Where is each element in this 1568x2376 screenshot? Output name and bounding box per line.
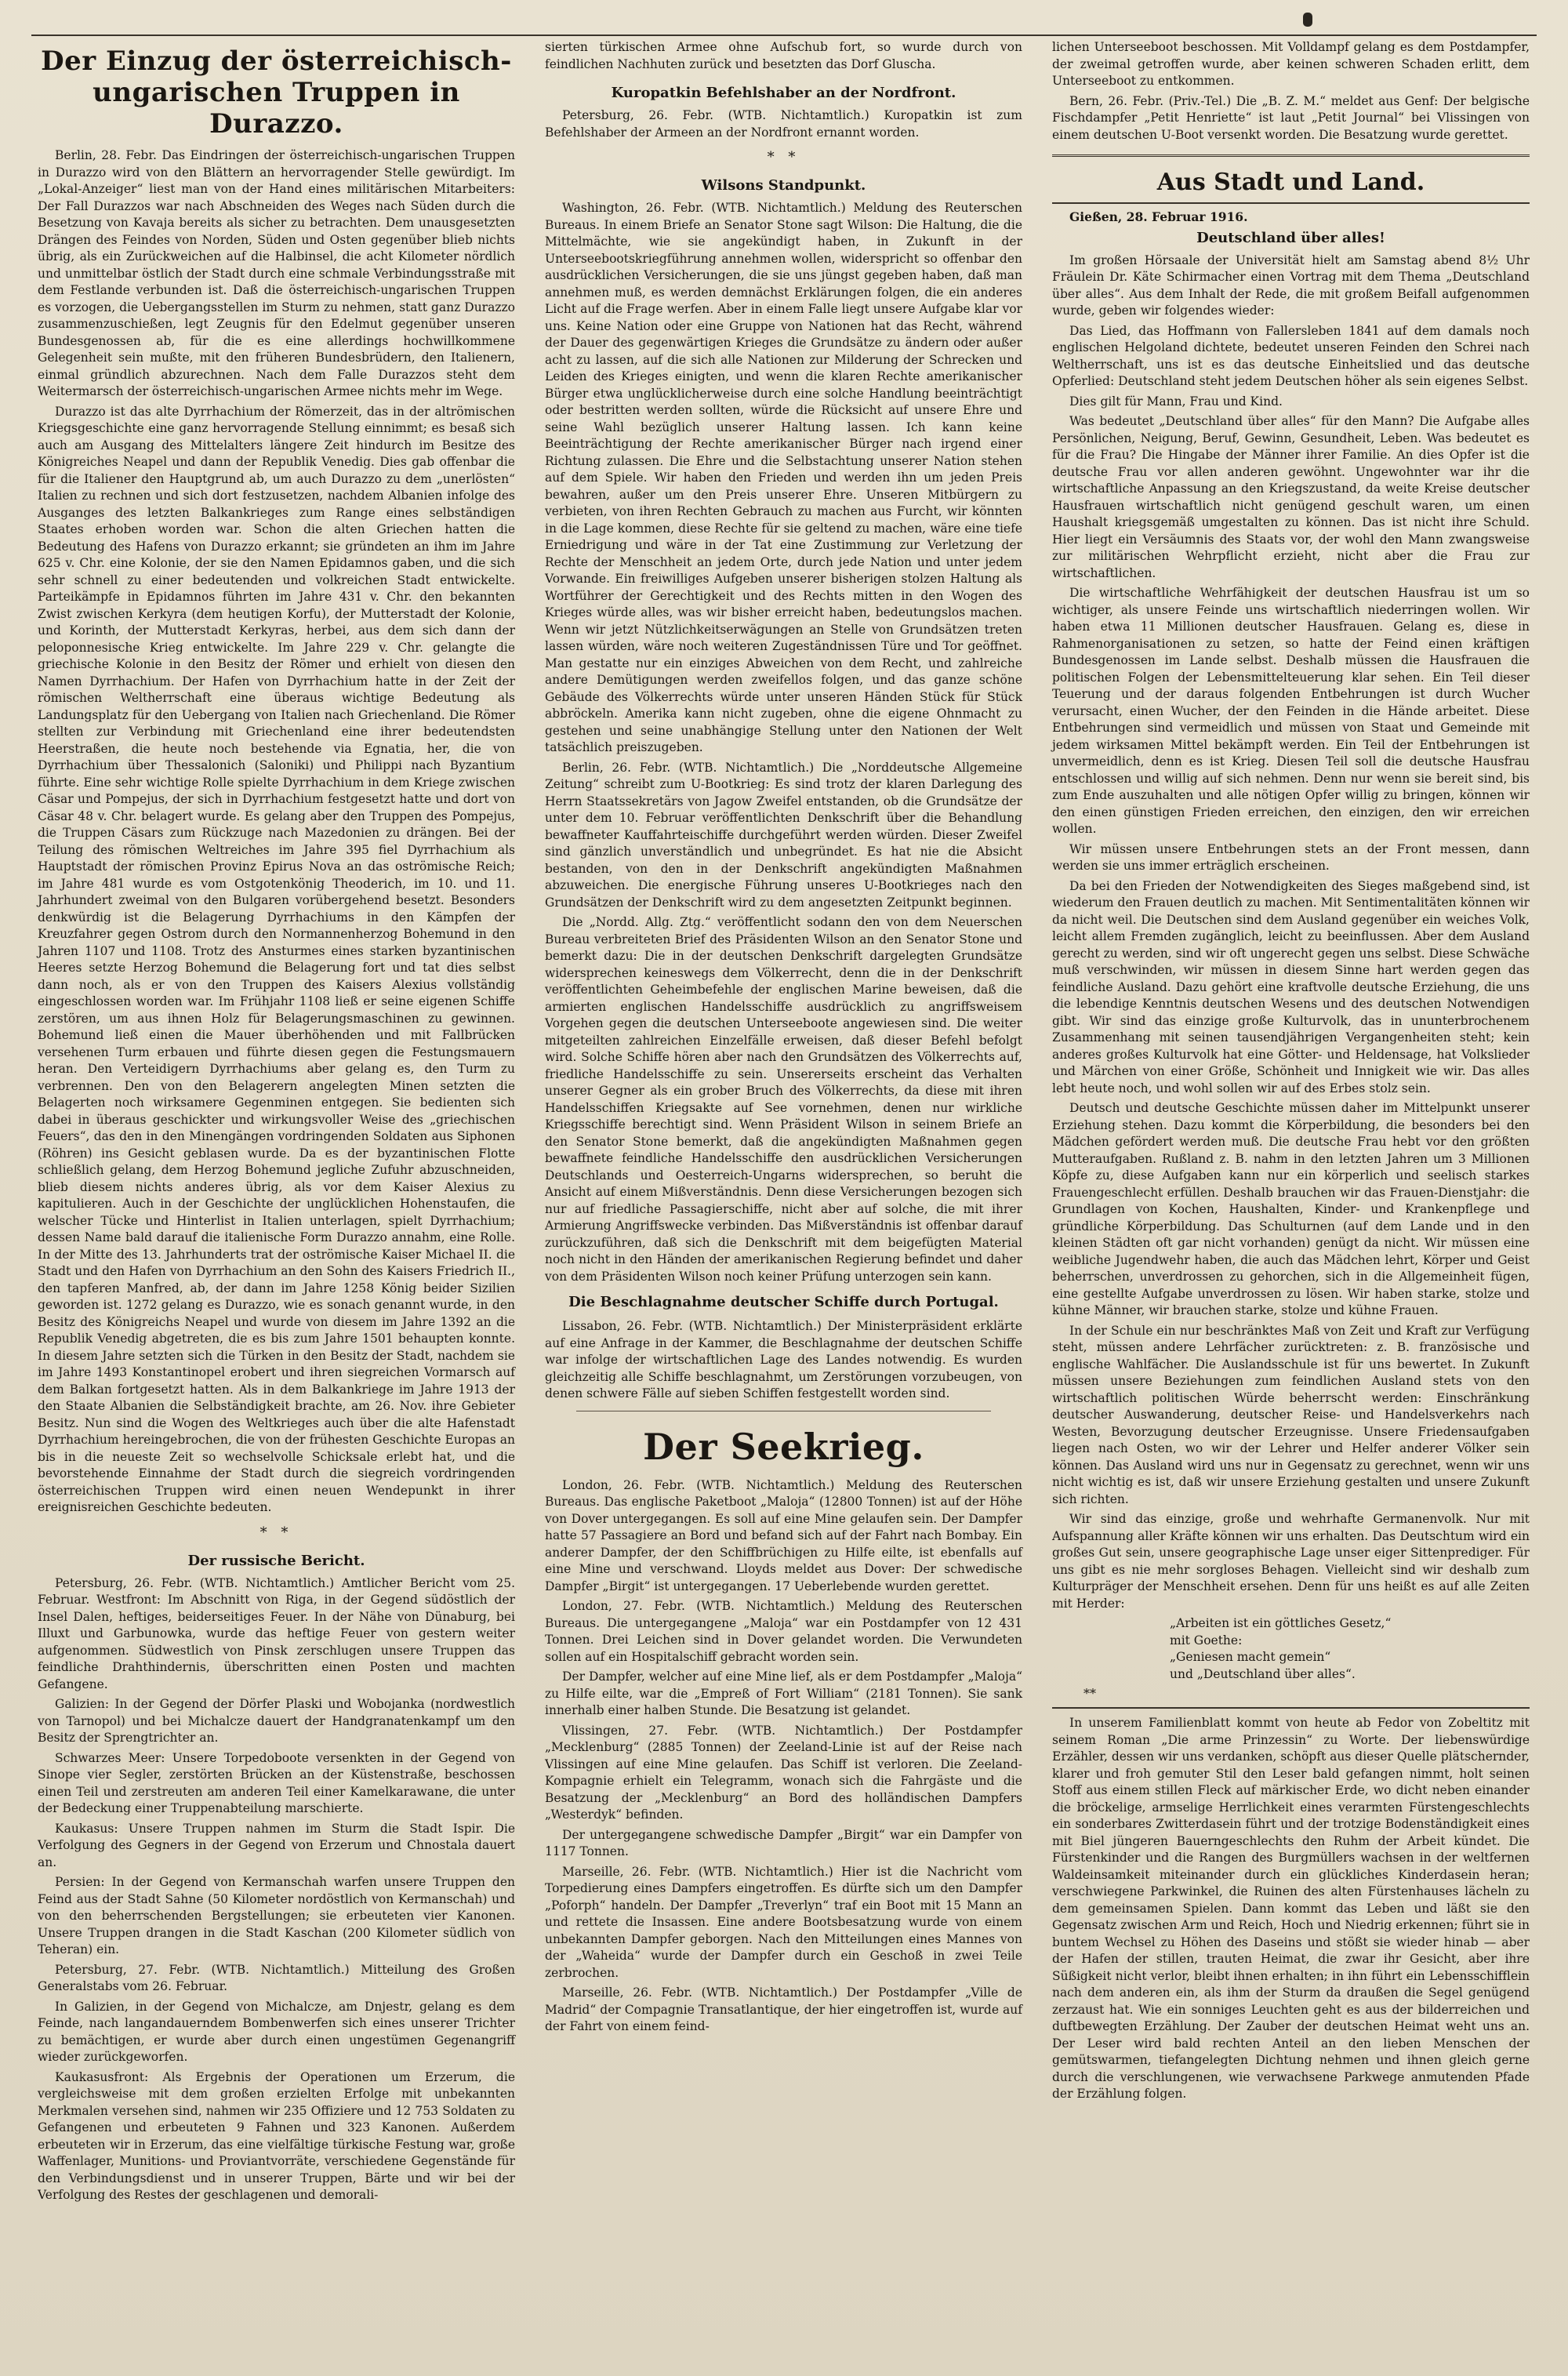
paragraph: Petersburg, 27. Febr. (WTB. Nichtamtlich.) Mitteilung des Großen Generalstabs vom 26. Februar. [38, 1962, 515, 1993]
article-title-durazzo: Der Einzug der österreichisch-ungarischen Truppen in Durazzo. [41, 45, 512, 140]
paragraph: Da bei den Frieden der Notwendigkeiten des Sieges maßgebend sind, ist wiederum den Frauen deutlich zu machen. Mit Sentimentalitäten können wir da nicht weil. Die Deutschen sind dem Ausland gegenüber ein weiches Volk, leicht allem Fremden zugänglich, leicht zu beeinflussen. Aber dem Ausland gerecht zu werden, sind wir oft ungerecht gegen uns selbst. Diese Schwäche muß verschwinden, wir müssen in diesem Sinne hart werden gegen das feindliche Ausland. Dazu gehört eine kraftvolle deutsche Erziehung, die uns die lebendige Kenntnis deutschen Wesens und des deutschen Notwendigen gibt. Wir sind das einzige große Kulturvolk, das in ununterbrochenem Zusammenhang mit seinen tausendjährigen Vergangenheiten steht; kein anderes großes Kulturvolk hat eine Götter- und Heldensage, hat Volkslieder und Märchen von einer Größe, Schönheit und Innigkeit wie wir. Das alles lebt heute noch, und wohl sollen wir auf des Erbes stolz sein. [1052, 878, 1530, 1095]
headline-portugal-seizure: Die Beschlagnahme deutscher Schiffe durch Portugal. [568, 1294, 999, 1310]
headline-wilson: Wilsons Standpunkt. [701, 177, 866, 194]
paragraph: Das Lied, das Hoffmann von Fallersleben 1841 auf dem damals noch englischen Helgoland dichtete, bedeutet unseren Feinden den Schrei nach Weltherrschaft, uns ist es das deutsche Einheitslied und das deutsche Opferlied: Deutschland steht jedem Deutschen höher als sein eigenes Selbst. [1052, 323, 1530, 388]
paragraph: Die „Nordd. Allg. Ztg.“ veröffentlicht sodann den von dem Neuerschen Bureau verbreiteten Brief des Präsidenten Wilson an den Senator Stone und bemerkt dazu: Die in der deutschen Denkschrift dargelegten Grundsätze widersprechen keineswegs dem Völkerrecht, denn die in der Denkschrift veröffentlichten Geheimbefehle der englischen Marine beweisen, daß die armierten englischen Handelsschiffe ausdrücklich zu angriffsweisem Vorgehen gegen die deutschen Unterseeboote angewiesen sind. Die weiter mitgeteilten zahlreichen Einzelfälle erweisen, daß dieser Befehl befolgt wird. Solche Schiffe hören aber nach den Grundsätzen des Völkerrechts auf, friedliche Handelsschiffe zu sein. Unsererseits erscheint das Verhalten unserer Gegner als ein grober Bruch des Völkerrechts, da diese mit ihren Handelsschiffen Kriegsakte auf See vornehmen, denen nur wirkliche Kriegsschiffe berechtigt sind. Wenn Präsident Wilson in seinem Briefe an den Senator Stone bemerkt, daß die angekündigten Maßnahmen gegen bewaffnete feindliche Handelsschiffe den ausdrücklichen Versicherungen Deutschlands und Oesterreich-Ungarns widersprechen, so beruht die Ansicht auf einem Mißverständnis. Denn diese Versicherungen bezogen sich nur auf friedliche Passagierschiffe, nicht aber auf solche, die mit ihrer Armierung Angriffswecke verbinden. Das Mißverständnis ist offenbar darauf zurückzuführen, daß sich die Denkschrift mit dem beigefügten Material noch nicht in den Händen der amerikanischen Regierung befindet und daher von dem Präsidenten Wilson noch keiner Prüfung unterzogen sein kann. [545, 915, 1022, 1284]
paragraph: Was bedeutet „Deutschland über alles“ für den Mann? Die Aufgabe alles Persönlichen, Neigung, Beruf, Gewinn, Gesundheit, Leben. Was bedeutet es für die Frau? Die Hingabe der Männer ihrer Familie. An dies Opfer ist die deutsche Frau vor allen anderen gewöhnt. Ungewohnter war ihr die wirtschaftliche Anpassung an den Kriegszustand, da weite Kreise deutscher Hausfrauen wirtschaftlich nicht genügend geschult waren, um einen Haushalt kriegsgemäß umgestalten zu können. Das ist nicht ihre Schuld. Hier liegt ein Versäumnis des Staats vor, der wohl den Mann zwangsweise zur militärischen Wehrpflicht erzieht, nicht aber die Frau zur wirtschaftlichen. [1052, 414, 1530, 580]
paragraph: Wir müssen unsere Entbehrungen stets an der Front messen, dann werden sie uns immer erträglich erscheinen. [1052, 841, 1530, 873]
paragraph: In Galizien, in der Gegend von Michalcze, am Dnjestr, gelang es dem Feinde, nach langandauerndem Bombenwerfen sich eines unserer Trichter zu bemächtigen, er wurde aber durch einen ungestümen Gegenangriff wieder zurückgeworfen. [38, 1999, 515, 2064]
column-1 [31, 39, 521, 2360]
poem-end-mark: ** [1083, 1686, 1096, 1701]
paragraph: Persien: In der Gegend von Kermanschah warfen unsere Truppen den Feind aus der Stadt Sahne (50 Kilometer nordöstlich von Kermanschah) und von den beherrschenden Bergstellungen; sie erbeuteten vier Kanonen. Unsere Truppen drangen in die Stadt Kaschan (200 Kilometer südlich von Teheran) ein. [38, 1875, 515, 1956]
article-body-kuropatkin: Petersburg, 26. Febr. (WTB. Nichtamtlich.) Kuropatkin ist zum Befehlshaber der Armeen an der Nordfront ernannt worden. [545, 108, 1022, 140]
article-body-portugal: Lissabon, 26. Febr. (WTB. Nichtamtlich.) Der Ministerpräsident erklärte auf eine Anfrage in der Kammer, die Beschlagnahme der deutschen Schiffe war infolge der wirtschaftlichen Lage des Landes notwendig. Es wurden gleichzeitig alle Schiffe beschlagnahmt, um Zerstörungen vorzubeugen, von denen schwere Fälle auf sieben Schiffen festgestellt worden sind. [545, 1319, 1022, 1401]
top-rule [31, 35, 1537, 36]
article-body-durazzo [38, 147, 515, 1517]
paragraph: Durazzo ist das alte Dyrrhachium der Römerzeit, das in der altrömischen Kriegsgeschichte eine ganz hervorragende Stellung einnimmt; es besaß sich auch am Ausgang des Mittelalters längere Zeit hindurch im Besitze des Königreiches Neapel und dann der Republik Venedig. Dies gab offenbar die für die Italiener den Hauptgrund ab, um auch Durazzo zu dem „unerlösten“ Italien zu rechnen und sich dort festzusetzen, nachdem Albanien infolge des Ausganges des letzten Balkankrieges zum Range eines selbständigen Staates erhoben worden war. Schon die alten Griechen hatten die Bedeutung des Hafens von Durazzo erkannt; sie gründeten an ihm im Jahre 625 v. Chr. eine Kolonie, der sie den Namen Epidamnos gaben, und die sich sehr schnell zu einer bedeutenden und volkreichen Stadt entwickelte. Parteikämpfe in Epidamnos führten im Jahre 431 v. Chr. den bekannten Zwist zwischen Kerkyra (dem heutigen Korfu), der Mutterstadt der Kolonie, und Korinth, der Mutterstadt Kerkyras, herbei, aus dem sich dann der peloponnesische Krieg entwickelte. Im Jahre 229 v. Chr. gelangte die griechische Kolonie in den Besitz der Römer und erhielt von diesen den Namen Dyrrhachium. Der Hafen von Dyrrhachium hatte in der Zeit der römischen Weltherrschaft eine überaus wichtige Bedeutung als Landungsplatz für den Uebergang von Italien nach Griechenland. Die Römer stellten zur Verbindung mit Griechenland eine ihrer bedeutendsten Heerstraßen, die heute noch bestehende via Egnatia, her, die von Dyrrhachium über Thessalonich (Saloniki) und Philippi nach Byzantium führte. Eine sehr wichtige Rolle spielte Dyrrhachium in dem Kriege zwischen Cäsar und Pompejus, der sich in Dyrrhachium festgesetzt hatte und dort von Cäsar 48 v. Chr. belagert wurde. Es gelang aber den Truppen des Pompejus, die Truppen Cäsars zum Rückzuge nach Mazedonien zu drängen. Bei der Teilung des römischen Weltreiches im Jahre 395 fiel Dyrrhachium als Hauptstadt der römischen Provinz Epirus Nova an das oströmische Reich; im Jahre 481 wurde es vom Ostgotenkönig Theoderich, im 10. und 11. Jahrhundert zweimal von den Bulgaren vorübergehend besetzt. Besonders denkwürdig ist die Belagerung Dyrrhachiums in den Kämpfen der Kreuzfahrer gegen Ostrom durch den Normannenherzog Bohemund in den Jahren 1107 und 1108. Trotz des Ansturmes eines starken byzantinischen Heeres setzte Herzog Bohemund die Belagerung fort und tat dies selbst dann noch, als er von den Truppen des Kaisers Alexius vollständig eingeschlossen worden war. Im Frühjahr 1108 ließ er seine eigenen Schiffe zerstören, um aus ihnen Holz für Belagerungsmaschinen zu gewinnen. Bohemund ließ einen die Mauer überhöhenden und mit Fallbrücken versehenen Turm erbauen und führte diesen gegen die Festungsmauern heran. Den Verteidigern Dyrrhachiums aber gelang es, den Turm zu verbrennen. Den von den Belagerern angelegten Minen setzten die Belagerten noch wirksamere Gegenminen entgegen. Sie bedienten sich dabei in überaus geschickter und wirkungsvoller Weise des „griechischen Feuers“, das den in den Minengängen vordringenden Soldaten aus Siphonen (Röhren) ins Gesicht geblasen wurde. Da es der byzantinischen Flotte schließlich gelang, dem Herzog Bohemund jegliche Zufuhr abzuschneiden, blieb diesem nichts anderes übrig, als vor dem Kaiser Alexius zu kapitulieren. Auch in der Geschichte der unglücklichen Hohenstaufen, die welscher Tücke und Hinterlist in Italien unterlagen, spielt Dyrrhachium; dessen Name bald darauf die italienische Form Durazzo annahm, eine Rolle. In der Mitte des 13. Jahrhunderts trat der oströmische Kaiser Michael II. die Stadt und den Hafen von Dyrrhachium an den Sohn des Kaisers Friedrich II., den tapferen Manfred, ab, der dann im Jahre 1258 König beider Sizilien geworden ist. 1272 gelang es Durazzo, wie es sonach genannt wurde, in den Besitz des Königreichs Neapel und wurde von diesem im Jahre 1392 an die Republik Venedig abgetreten, die es bis zum Jahre 1501 behaupten konnte. In diesem Jahre setzten sich die Türken in den Besitz der Stadt, nachdem sie im Jahre 1493 Konstantinopel erobert und ihren siegreichen Vormarsch auf dem Balkan fortgesetzt hatten. Als in dem Balkankriege im Jahre 1913 der den Staate Albanien die Selbständigkeit brachte, am 26. Nov. ihre Gebieter Besitz. Nun sind die Wogen des Weltkrieges auch über die alte Hafenstadt Dyrrhachium hereingebrochen, die von der frühesten Geschichte Europas an bis in die neueste Zeit so wechselvolle Schicksale erlebt hat, und die bevorstehende Einnahme der Stadt durch die siegreich vordringenden österreichischen Truppen wird einen neuen Wendepunkt in ihrer ereignisreichen Geschichte bedeuten. [38, 404, 515, 1514]
paragraph: In der Schule ein nur beschränktes Maß von Zeit und Kraft zur Verfügung steht, müssen andere Lehrfächer zurücktreten: z. B. französische und englische Wahlfächer. Die Auslandsschule ist für uns bewertet. In Zukunft müssen unsere Beziehungen zum feindlichen Ausland stets von den wirtschaftlich politischen Würde beherrscht werden: Einschränkung deutscher Auswanderung, deutscher Reise- und Handelsverkehrs nach Westen, Bevorzugung deutscher Erzeugnisse. Unsere Friedensaufgaben liegen nach Osten, wo wir der Lehrer und Helfer anderer Völker sein können. Das Ausland wird uns nur in Gegensatz zu gerechnet, wenn wir uns nicht wichtig es ist, daß wir unsere Erziehung gestalten und unsere Zukunft sich richten. [1052, 1323, 1530, 1506]
divider [1052, 1707, 1530, 1709]
article-body-wilson [545, 200, 1022, 1285]
paragraph: London, 27. Febr. (WTB. Nichtamtlich.) Meldung des Reuterschen Bureaus. Die untergegangene „Maloja“ war ein Postdampfer von 12 431 Tonnen. Drei Leichen sind in Dover gelandet worden. Die Verwundeten sollen auf ein Hospitalschiff gebracht worden sein. [545, 1599, 1022, 1664]
paragraph: Petersburg, 26. Febr. (WTB. Nichtamtlich.) Amtlicher Bericht vom 25. Februar. Westfront: Im Abschnitt von Riga, in der Gegend südöstlich der Insel Dalen, heftiges, beiderseitiges Feuer. In der Nähe von Dünaburg, bei Illuxt und Garbunowka, wurde das heftige Feuer von gestern weiter aufgenommen. Südwestlich von Pinsk zerschlugen unsere Truppen das feindliche Drahthindernis, überschritten einen Posten und machten Gefangene. [38, 1575, 515, 1691]
paragraph: Galizien: In der Gegend der Dörfer Plaski und Wobojanka (nordwestlich von Tarnopol) und bei Michalcze dauert der Handgranatenkampf um den Besitz der Sprengtrichter an. [38, 1697, 515, 1745]
headline-seekrieg: Der Seekrieg. [643, 1425, 924, 1468]
headline-deutschland-ueber-alles: Deutschland über alles! [1196, 229, 1385, 246]
quote-line: mit Goethe: [1170, 1633, 1243, 1648]
paragraph: Dies gilt für Mann, Frau und Kind. [1069, 394, 1283, 409]
paragraph: Deutsch und deutsche Geschichte müssen daher im Mittelpunkt unserer Erziehung stehen. Dazu kommt die Körperbildung, die besonders bei den Mädchen gefördert werden muß. Die deutsche Frau hebt vor den größten Mutteraufgaben. Rußland z. B. nahm in den letzten Jahren um 3 Millionen Köpfe zu, diese Aufgaben kann nur ein körperlich und seelisch starkes Frauengeschlecht erfüllen. Deshalb brauchen wir das Frauen-Dienstjahr: die Grundlagen von Kochen, Haushalten, Kinder- und Krankenpflege und gründliche Körperbildung. Das Schulturnen (auf dem Lande und in den kleinen Städten oft gar nicht vorhanden) genügt da nicht. Wir müssen eine weibliche Jugendwehr haben, die auch das Mädchen lehrt, Körper und Geist beherrschen, unverdrossen zu gehorchen, sich in die Allgemeinheit fügen, eine gestellte Aufgabe unverdrossen zu lösen. Wir haben starke, stolze und kühne Männer, wir brauchen starke, stolze und kühne Frauen. [1052, 1101, 1530, 1317]
paragraph: Marseille, 26. Febr. (WTB. Nichtamtlich.) Hier ist die Nachricht vom Torpedierung eines Dampfers eingetroffen. Es dürfte sich um den Dampfer „Poforph“ handeln. Der Dampfer „Treverlyn“ traf ein Boot mit 15 Mann an und rettete die Insassen. Eine andere Bootsbesatzung wurde von einem unbekannten Dampfer geborgen. Nach den Mitteilungen eines Mannes von der „Waheida“ wurde der Dampfer durch ein Geschoß in zwei Teile zerbrochen. [545, 1864, 1022, 1980]
paragraph: Washington, 26. Febr. (WTB. Nichtamtlich.) Meldung des Reuterschen Bureaus. In einem Briefe an Senator Stone sagt Wilson: Die Haltung, die die Mittelmächte, wie sie angekündigt haben, in Zukunft in der Unterseebootskriegführung annehmen wollen, widerspricht so offenbar den ausdrücklichen Versicherungen, die sie uns jüngst gegeben haben, daß man annehmen muß, es werden demnächst Erklärungen folgen, die ein anderes Licht auf die Frage werfen. Aber in einem Falle liegt unsere Aufgabe klar vor uns. Keine Nation oder eine Gruppe von Nationen hat das Recht, während der Dauer des gegenwärtigen Krieges die Grundsätze zu ändern oder außer acht zu lassen, auf die sich alle Nationen zur Milderung der Schrecken und Leiden des Krieges einigten, und wenn die klaren Rechte amerikanischer Bürger etwa unglücklicherweise durch eine solche Handlung beeinträchtigt oder bestritten werden sollten, würde die Rücksicht auf unsere Ehre und seine Wahl bezüglich unserer Haltung lassen. Ich kann keine Beeinträchtigung der Rechte amerikanischer Bürger nach irgend einer Richtung zulassen. Die Ehre und die Selbstachtung unserer Nation stehen auf dem Spiele. Wir haben den Frieden und werden ihn um jeden Preis bewahren, außer um den Preis unserer Ehre. Unseren Mitbürgern zu verbieten, von ihren Rechten Gebrauch zu machen aus Furcht, wir könnten in die Lage kommen, diese Rechte für sie geltend zu machen, wäre eine tiefe Erniedrigung und wäre in der Tat eine Zustimmung zur Verletzung der Rechte der Menschheit an jedem Orte, durch jede Nation und unter jedem Vorwande. Ein freiwilliges Aufgeben unserer bisherigen stolzen Haltung als Wortführer der Gerechtigkeit und des Rechts mitten in den Wogen des Krieges würde alles, was wir bisher erreicht haben, bedeutungslos machen. Wenn wir jetzt Nützlichkeitserwägungen an Stelle von Grundsätzen treten lassen würden, wäre noch weiteren Zugeständnissen Türe und Tor geöffnet. Man gestatte nur ein einziges Abweichen von dem Recht, und zahlreiche andere Demütigungen werden zweifellos folgen, und das ganze schöne Gebäude des Völkerrechts würde unter unseren Händen Stück für Stück abbröckeln. Amerika kann nicht zugeben, ohne die eigene Ohnmacht zu gestehen und seine unabhängige Stellung unter den Nationen der Welt tatsächlich preiszugeben. [545, 201, 1022, 754]
article-body-seekrieg [545, 1477, 1022, 2036]
quote-line: und „Deutschland über alles“. [1170, 1666, 1356, 1681]
article-body-russian-report [38, 1575, 515, 2204]
print-speck [1303, 13, 1312, 27]
separator-stars: * * [260, 1524, 293, 1541]
quote-block [1052, 1615, 1530, 1683]
paragraph: Berlin, 26. Febr. (WTB. Nichtamtlich.) Die „Norddeutsche Allgemeine Zeitung“ schreibt zum U-Bootkrieg: Es sind trotz der klaren Darlegung des Herrn Staatssekretärs von Jagow Zweifel entstanden, ob die Grundsätze der unter dem 10. Februar veröffentlichten Denkschrift über die Behandlung bewaffneter Kauffahrteischiffe durchgeführt werden würden. Dieser Zweifel sind gänzlich unverständlich und unbegründet. Es hat nie die Absicht bestanden, von den in der Denkschrift angekündigten Maßnahmen abzuweichen. Die energische Führung unseres U-Bootkrieges nach den Grundsätzen der Denkschrift wird zu dem angesetzten Zeitpunkt beginnen. [545, 760, 1022, 910]
paragraph: Wir sind das einzige, große und wehrhafte Germanenvolk. Nur mit Aufspannung aller Kräfte können wir uns erhalten. Das Deutschtum wird ein großes Gut sein, unsere geographische Lage unser eiger Sittenprediger. Für uns gibt es nie mehr sorgloses Behagen. Vielleicht sind wir deshalb zum Kulturpräger der Menschheit ersehen. Denn für uns heißt es auf alle Zeiten mit Herder: [1052, 1512, 1530, 1611]
paragraph: Schwarzes Meer: Unsere Torpedoboote versenkten in der Gegend von Sinope vier Segler, zerstörten Brücken an der Küstenstraße, beschossen einen Teil und zerstreuten am anderen Teil einer Kamelkarawane, die unter der Bedeckung einer Truppenabteilung marschierte. [38, 1750, 515, 1815]
dateline: Gießen, 28. Februar 1916. [1069, 209, 1248, 224]
column-3 [1046, 39, 1536, 2360]
headline-kuropatkin: Kuropatkin Befehlshaber an der Nordfront. [611, 85, 956, 101]
paragraph: Der Dampfer, welcher auf eine Mine lief, als er dem Postdampfer „Maloja“ zu Hilfe eilte, war die „Empreß of Fort William“ (2181 Tonnen). Sie sank innerhalb einer halben Stunde. Die Besatzung ist gelandet. [545, 1669, 1022, 1717]
paragraph: Der untergegangene schwedische Dampfer „Birgit“ war ein Dampfer von 1117 Tonnen. [545, 1827, 1022, 1858]
paragraph: Berlin, 28. Febr. Das Eindringen der österreichisch-ungarischen Truppen in Durazzo wird von den Blättern an hervorragender Stelle gewürdigt. Im „Lokal-Anzeiger“ liest man von der Hand eines militärischen Mitarbeiters: Der Fall Durazzos war nach Abschneiden des Weges nach Süden durch die Besetzung von Kavaja bereits als sicher zu betrachten. Dem unausgesetzten Drängen des Feindes von Norden, Süden und Osten gegenüber blieb nichts übrig, als ein Zurückweichen auf die Halbinsel, die acht Kilometer nördlich und unmittelbar östlich der Stadt durch eine schmale Verbindungsstraße mit dem Festlande verbunden ist. Daß die österreichisch-ungarischen Truppen es vorzogen, die Uebergangsstellen im Sturm zu nehmen, statt ganz Durazzo zusammenzuschießen, legt Zeugnis für den Edelmut gegenüber unseren Bundesgenossen ab, für die es eine allerdings hochwillkommene Gelegenheit sein mußte, mit den früheren Bundesbrüdern, den Italienern, einmal gründlich abzurechnen. Nach dem Falle Durazzos steht dem Weitermarsch der österreichisch-ungarischen Armee nichts mehr im Wege. [38, 148, 515, 398]
paragraph: Kaukasus: Unsere Truppen nahmen im Sturm die Stadt Ispir. Die Verfolgung des Gegners in der Gegend von Erzerum und Chnostala dauert an. [38, 1821, 515, 1869]
article-body-familienblatt: In unserem Familienblatt kommt von heute ab Fedor von Zobeltitz mit seinem Roman „Die arme Prinzessin“ zu Worte. Der liebenswürdige Erzähler, dessen wir uns verdanken, schöpft aus dieser Quelle plätschernder, klarer und froh gemuter Stil den Leser bald gefangen nimmt, holt seinen Stoff aus einem stillen Fleck auf märkischer Erde, wo dicht neben einander die bröckelige, armselige Herrlichkeit eines verarmten Fürstengeschlechts ein sonderbares Zwitterdasein führt und der trotzige Bodenständigkeit eines mit Biel jüngeren Bauerngeschlechts den Ruhm der Arbeit kündet. Die Fürstenkinder und die Rangen des Burgmüllers wachsen in der weltfernen Waldeinsamkeit miteinander durch ein glückliches Kinderdasein heran; verschwiegene Parkwinkel, die Ruinen des alten Fürstenhauses lächeln zu dem gemeinsamen Spielen. Dann kommt das Leben und läßt sie den Gegensatz zwischen Arm und Reich, Hoch und Niedrig erkennen; führt sie in buntem Wechsel zu Höhen des Daseins und stößt sie wieder hinab — aber der Hafen der stillen, trauten Heimat, die zwar ihr Gesicht, aber ihre Süßigkeit nicht verlor, bleibt ihnen erhalten; in ihn führt ein Lebensschifflein nach dem anderen ein, als ihm der Sturm da draußen die Segel genügend zerzaust hat. Wie ein sonniges Leuchten geht es aus der bilderreichen und duftbewegten Erzählung. Der Zauber der deutschen Heimat weht uns an. Der Leser wird bald rechten Anteil an den lieben Menschen der gemütswarmen, tiefangelegten Dichtung nehmen und ihnen gleich gerne durch die verschlungenen, wie verwachsene Parkwege anmutenden Pfade der Erzählung folgen. [1052, 1716, 1530, 2101]
separator-stars: * * [767, 149, 800, 165]
paragraph: Kaukasusfront: Als Ergebnis der Operationen um Erzerum, die vergleichsweise mit dem großen erzielten Erfolge mit unbekannten Merkmalen versehen sind, nahmen wir 235 Offiziere und 12 753 Soldaten zu Gefangenen und erbeuteten 9 Fahnen und 323 Kanonen. Außerdem erbeuteten wir in Erzerum, das eine vielfältige türkische Festung war, große Waffenlager, Munitions- und Proviantvorräte, verschiedene Gegenstände für den Verbindungsdienst und in unserer Truppen, Bärte und wir bei der Verfolgung des Restes der geschlagenen und demorali- [38, 2069, 515, 2202]
continuation-text: lichen Unterseeboot beschossen. Mit Volldampf gelang es dem Postdampfer, der zweimal getroffen wurde, aber keinen schweren Schaden erlitt, dem Unterseeboot zu entkommen. [1052, 40, 1530, 88]
article-body-bern: Bern, 26. Febr. (Priv.-Tel.) Die „B. Z. M.“ meldet aus Genf: Der belgische Fischdampfer „Petit Henriette“ ist laut „Petit Journal“ bei Vlissingen von einem deutschen U-Boot versenkt worden. Die Besatzung wurde gerettet. [1052, 93, 1530, 142]
section-divider [1052, 154, 1530, 160]
paragraph: Marseille, 26. Febr. (WTB. Nichtamtlich.) Der Postdampfer „Ville de Madrid“ der Compagnie Transatlantique, der hier eingetroffen ist, wurde auf der Fahrt von einem feind- [545, 1985, 1022, 2033]
paragraph: Im großen Hörsaale der Universität hielt am Samstag abend 8½ Uhr Fräulein Dr. Käte Schirmacher einen Vortrag mit dem Thema „Deutschland über alles“. Aus dem Inhalt der Rede, die mit großem Beifall aufgenommen wurde, geben wir folgendes wieder: [1052, 252, 1530, 318]
section-rule [1052, 202, 1530, 204]
quote-line: „Arbeiten ist ein göttliches Gesetz,“ [1170, 1616, 1392, 1630]
section-heading-stadt-und-land: Aus Stadt und Land. [1156, 169, 1425, 196]
headline-russian-report: Der russische Bericht. [187, 1552, 365, 1569]
continuation-text: sierten türkischen Armee ohne Aufschub fort, so wurde durch von feindlichen Nachhuten zurück und besetzten das Dorf Gluscha. [545, 40, 1022, 71]
paragraph: Die wirtschaftliche Wehrfähigkeit der deutschen Hausfrau ist um so wichtiger, als unsere Feinde uns wirtschaftlich niederringen wollen. Wir haben etwa 11 Millionen deutscher Hausfrauen. Gelang es, diese in Rahmenorganisationen zu setzen, so hatte der Feind einen kräftigen Bundesgenossen im Lande selbst. Deshalb müssen die Hausfrauen die politischen Folgen der Lebensmittelteuerung klar sehen. Ein Teil dieser Teuerung und der daraus folgenden Entbehrungen ist durch Wucher verursacht, einen Wucher, der den Feinden in die Hände arbeitet. Diese Entbehrungen sind vermeidlich und müssen von Staat und Gemeinde mit jedem wirksamen Mittel bekämpft werden. Ein Teil der Entbehrungen ist unvermeidlich, denn es ist Krieg. Diesen Teil soll die deutsche Hausfrau entschlossen und willig auf sich nehmen. Denn nur wenn sie bereit sind, bis zum Ende auszuhalten und alle nötigen Opfer willig zu bringen, können wir den einen günstigen Frieden erreichen, den einzigen, den wir erreichen wollen. [1052, 586, 1530, 836]
quote-line: „Geniesen macht gemein“ [1170, 1650, 1331, 1664]
column-grid [31, 39, 1537, 2360]
column-2 [539, 39, 1029, 2360]
paragraph: London, 26. Febr. (WTB. Nichtamtlich.) Meldung des Reuterschen Bureaus. Das englische Paketboot „Maloja“ (12800 Tonnen) ist auf der Höhe von Dover untergegangen. Es soll auf eine Mine gelaufen sein. Der Dampfer hatte 57 Passagiere an Bord und befand sich auf der Fahrt nach Bombay. Ein anderer Dampfer, der den Schiffbrüchigen zu Hilfe eilte, ist ebenfalls auf eine Mine und verschwand. Lloyds meldet aus Dover: Der schwedische Dampfer „Birgit“ ist untergegangen. 17 Ueberlebende wurden gerettet. [545, 1477, 1022, 1593]
paragraph: Vlissingen, 27. Febr. (WTB. Nichtamtlich.) Der Postdampfer „Mecklenburg“ (2885 Tonnen) der Zeeland-Linie ist auf der Reise nach Vlissingen auf eine Mine gelaufen. Das Schiff ist verloren. Die Zeeland-Kompagnie erhielt ein Telegramm, wonach sich die Fahrgäste und die Besatzung der „Mecklenburg“ an Bord des holländischen Dampfers „Westerdyk“ befinden. [545, 1723, 1022, 1822]
article-body-deutschland [1052, 252, 1530, 1613]
